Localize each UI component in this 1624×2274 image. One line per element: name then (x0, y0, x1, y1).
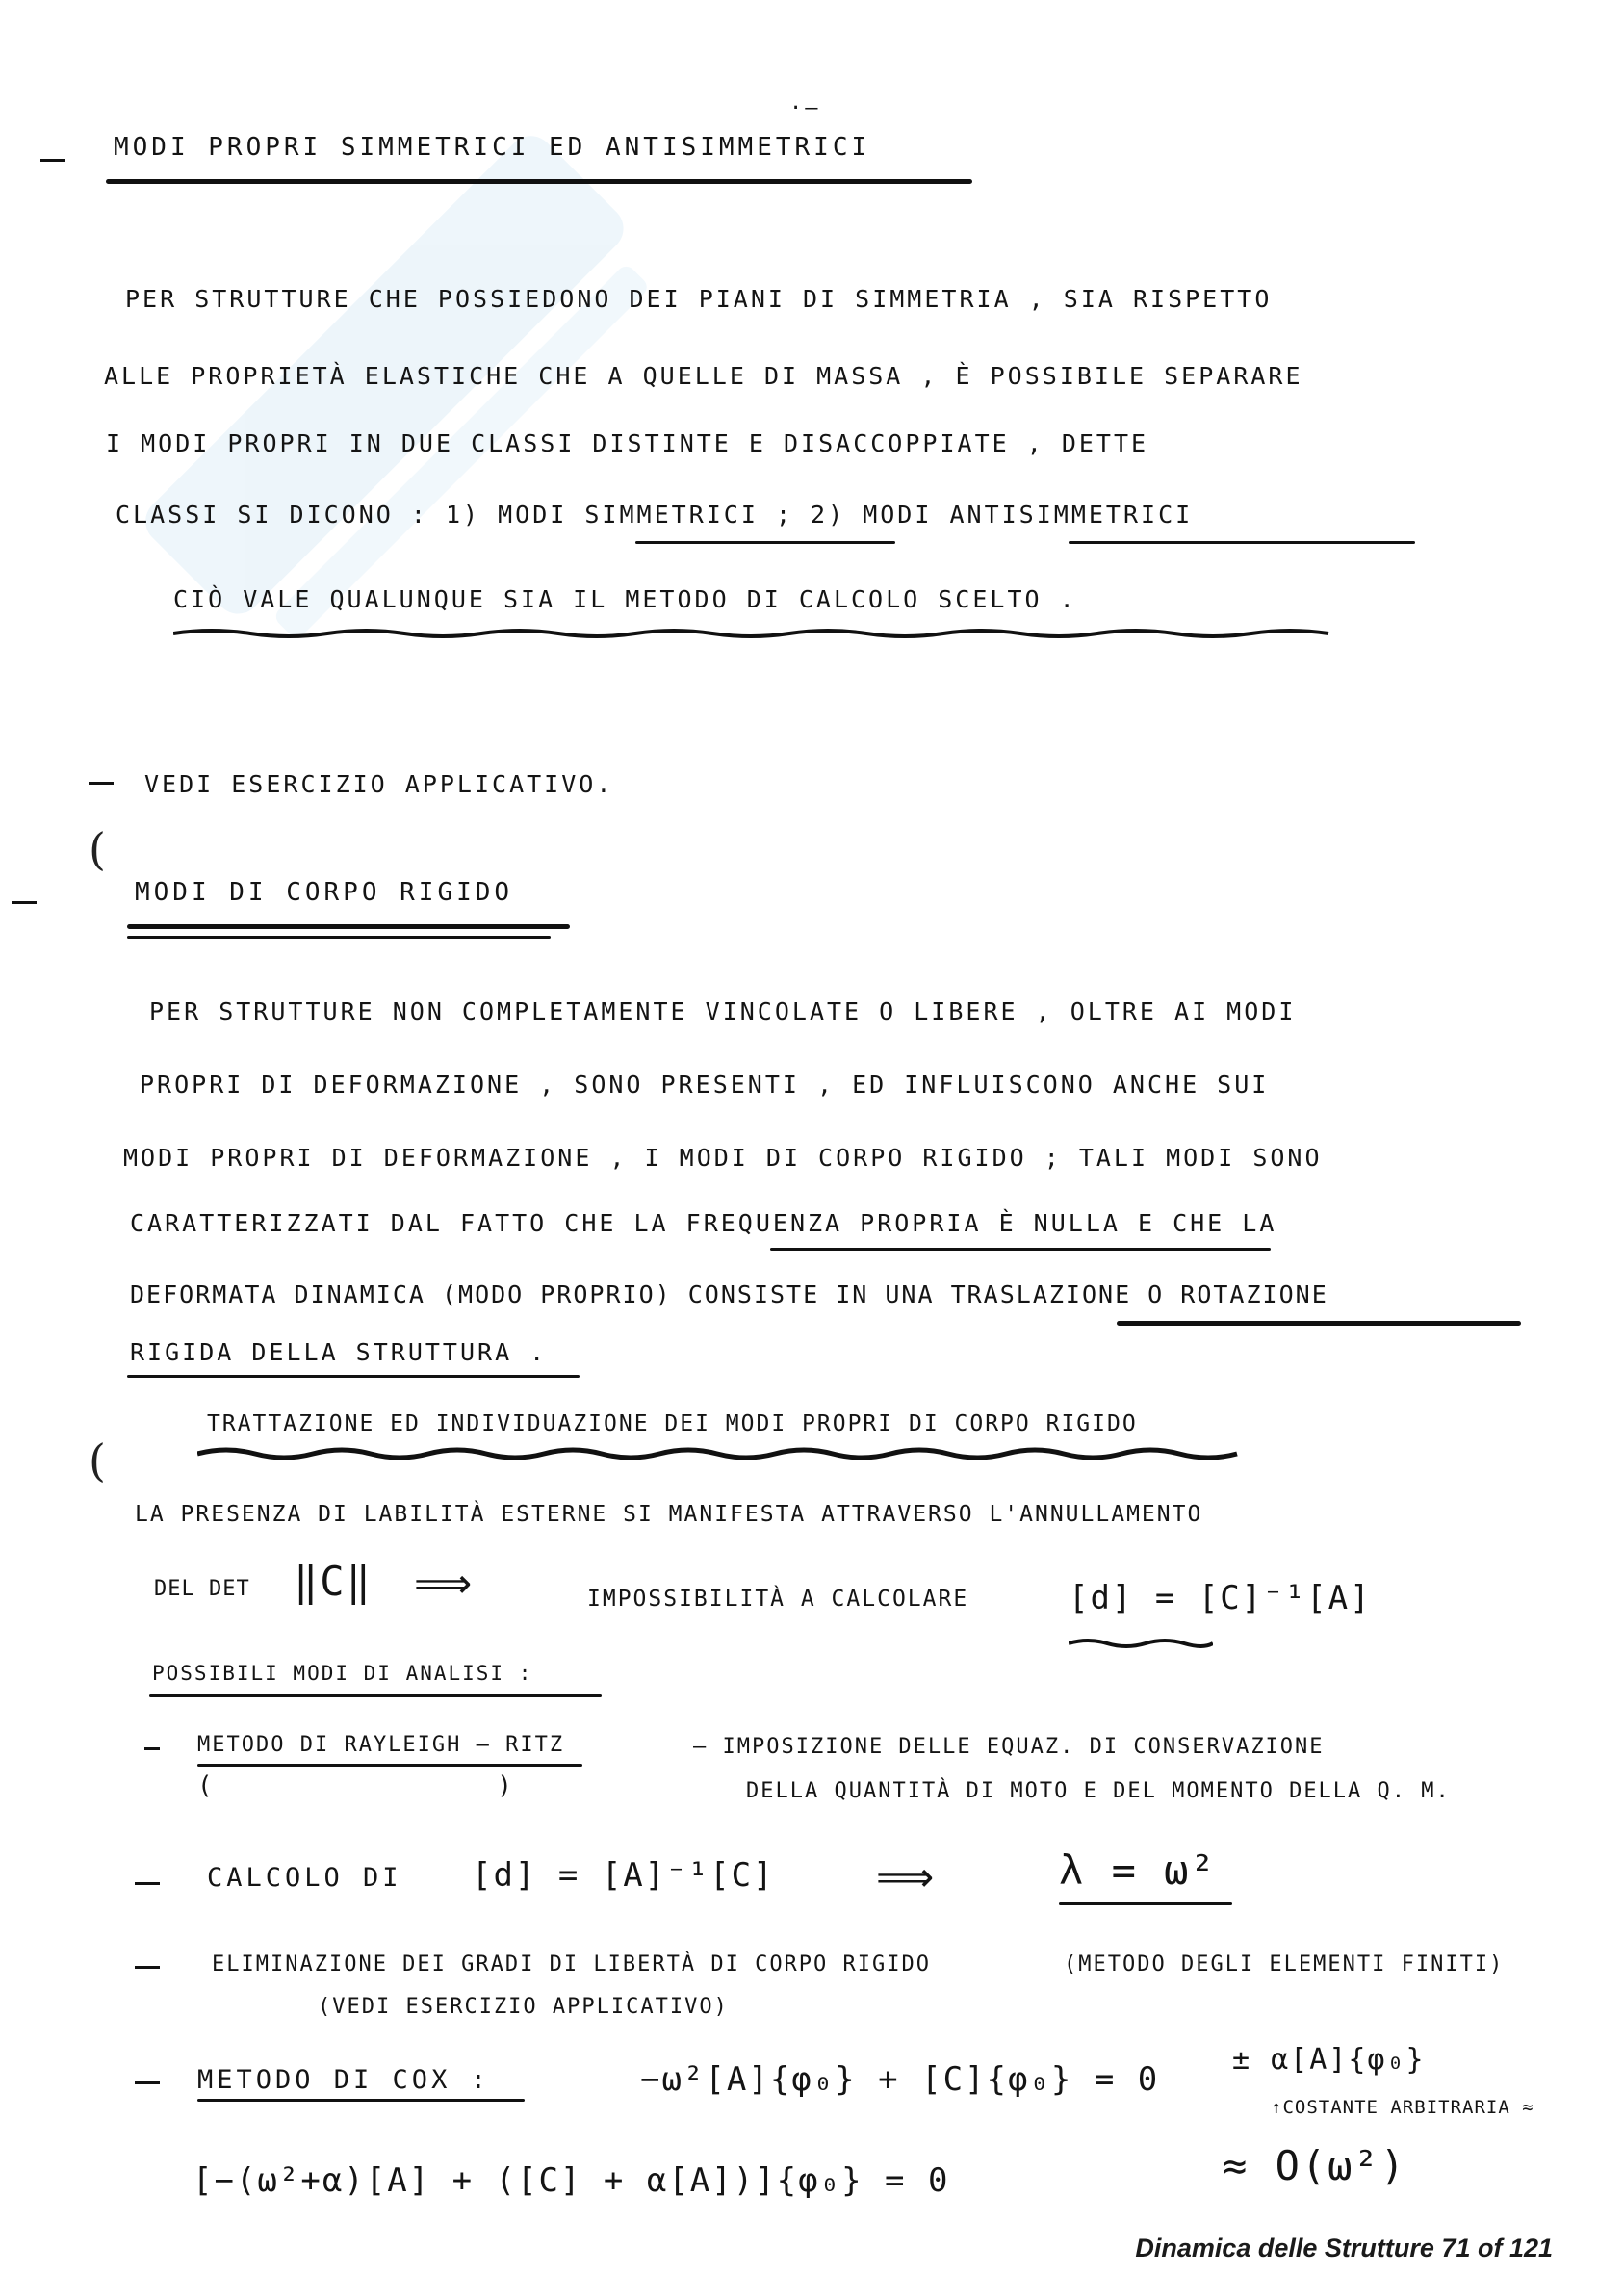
section2-title: MODI DI CORPO RIGIDO (135, 878, 514, 907)
paragraph-line: CIÒ VALE QUALUNQUE SIA IL METODO DI CALCOLO SCELTO . (173, 585, 1077, 613)
paragraph-line: DEFORMATA DINAMICA (MODO PROPRIO) CONSISTE IN UNA TRASLAZIONE O ROTAZIONE (130, 1280, 1328, 1308)
item-label: CALCOLO DI (207, 1863, 402, 1893)
wavy-underline (197, 1444, 1276, 1463)
bullet-dash (135, 1882, 160, 1885)
implies-arrow: ⟹ (876, 1853, 937, 1900)
wavy-underline (173, 626, 1357, 641)
title-underline (106, 179, 972, 184)
section3-title: TRATTAZIONE ED INDIVIDUAZIONE DEI MODI PROPRI DI CORPO RIGIDO (207, 1411, 1138, 1436)
paragraph-line: PER STRUTTURE CHE POSSIEDONO DEI PIANI DI SIMMETRIA , SIA RISPETTO (125, 285, 1273, 313)
top-mark: ·– (789, 96, 821, 120)
item-formula2: [−(ω²+α)[A] + ([C] + α[A])]{φ₀} = 0 (193, 2161, 950, 2200)
formula-d: [d] = [C]⁻¹[A] (1069, 1579, 1372, 1617)
item-label: METODO DI RAYLEIGH – RITZ (197, 1733, 565, 1757)
item-side: ≈ O(ω²) (1223, 2142, 1407, 2189)
paragraph-line: I MODI PROPRI IN DUE CLASSI DISTINTE E DISACCOPPIATE , DETTE (106, 429, 1149, 457)
margin-paren: ( (89, 823, 106, 875)
underline (197, 2099, 525, 2102)
det-prefix: DEL DET (154, 1577, 250, 1601)
matrix-c: ‖C‖ (294, 1558, 373, 1605)
title-underline (127, 936, 551, 939)
paragraph-line: LA PRESENZA DI LABILITÀ ESTERNE SI MANIFESTA ATTRAVERSO L'ANNULLAMENTO (135, 1502, 1203, 1527)
item-formula: [d] = [A]⁻¹[C] (472, 1856, 775, 1895)
paragraph-line: CARATTERIZZATI DAL FATTO CHE LA FREQUENZA PROPRIA È NULLA E CHE LA (130, 1209, 1277, 1237)
underline (635, 541, 895, 544)
underline (149, 1694, 602, 1697)
item-desc: DELLA QUANTITÀ DI MOTO E DEL MOMENTO DELLA Q. M. (746, 1779, 1451, 1803)
paragraph-line: RIGIDA DELLA STRUTTURA . (130, 1338, 548, 1366)
see-exercise: VEDI ESERCIZIO APPLICATIVO. (144, 770, 614, 798)
paragraph-line: PER STRUTTURE NON COMPLETAMENTE VINCOLATE O LIBERE , OLTRE AI MODI (149, 997, 1297, 1025)
bullet-dash (89, 782, 114, 785)
paragraph-line: PROPRI DI DEFORMAZIONE , SONO PRESENTI , ED INFLUISCONO ANCHE SUI (140, 1071, 1270, 1098)
underline (1059, 1902, 1232, 1905)
item-desc: (METODO DEGLI ELEMENTI FINITI) (1064, 1952, 1505, 1977)
paragraph-line: ALLE PROPRIETÀ ELASTICHE CHE A QUELLE DI MASSA , È POSSIBILE SEPARARE (104, 362, 1303, 390)
item-desc: – IMPOSIZIONE DELLE EQUAZ. DI CONSERVAZIONE (693, 1735, 1325, 1759)
paragraph-line: CLASSI SI DICONO : 1) MODI SIMMETRICI ; 2) MODI ANTISIMMETRICI (116, 501, 1194, 529)
underline (1069, 541, 1415, 544)
underline (1117, 1321, 1521, 1326)
bullet-dash (144, 1747, 160, 1750)
bullet-dash (135, 2081, 160, 2084)
item-formula: −ω²[A]{φ₀} + [C]{φ₀} = 0 (640, 2060, 1160, 2099)
underline (127, 1375, 580, 1378)
item-result: λ = ω² (1059, 1847, 1217, 1894)
item-side: ↑COSTANTE ARBITRARIA ≈ (1271, 2097, 1534, 2118)
analysis-heading: POSSIBILI MODI DI ANALISI : (152, 1662, 533, 1685)
item-sub: (VEDI ESERCIZIO APPLICATIVO) (318, 1995, 729, 2019)
title-underline (127, 924, 570, 929)
underline (770, 1248, 1271, 1251)
margin-paren: ( (89, 1434, 106, 1486)
bullet-dash (12, 901, 37, 904)
paragraph-line: MODI PROPRI DI DEFORMAZIONE , I MODI DI CORPO RIGIDO ; TALI MODI SONO (123, 1144, 1323, 1172)
item-side: ± α[A]{φ₀} (1232, 2043, 1426, 2077)
item-label: METODO DI COX : (197, 2065, 490, 2095)
bullet-dash (40, 159, 65, 162)
underline (197, 1764, 582, 1767)
item-sub: ( ) (197, 1771, 647, 1800)
implies-arrow: ⟹ (414, 1560, 475, 1607)
bullet-dash (135, 1966, 160, 1969)
wavy-underline (1069, 1637, 1213, 1650)
page-footer: Dinamica delle Strutture 71 of 121 (1135, 2234, 1553, 2262)
section1-title: MODI PROPRI SIMMETRICI ED ANTISIMMETRICI (114, 133, 871, 162)
impossibility-text: IMPOSSIBILITÀ A CALCOLARE (587, 1587, 969, 1612)
item-label: ELIMINAZIONE DEI GRADI DI LIBERTÀ DI CORPO RIGIDO (212, 1952, 932, 1977)
